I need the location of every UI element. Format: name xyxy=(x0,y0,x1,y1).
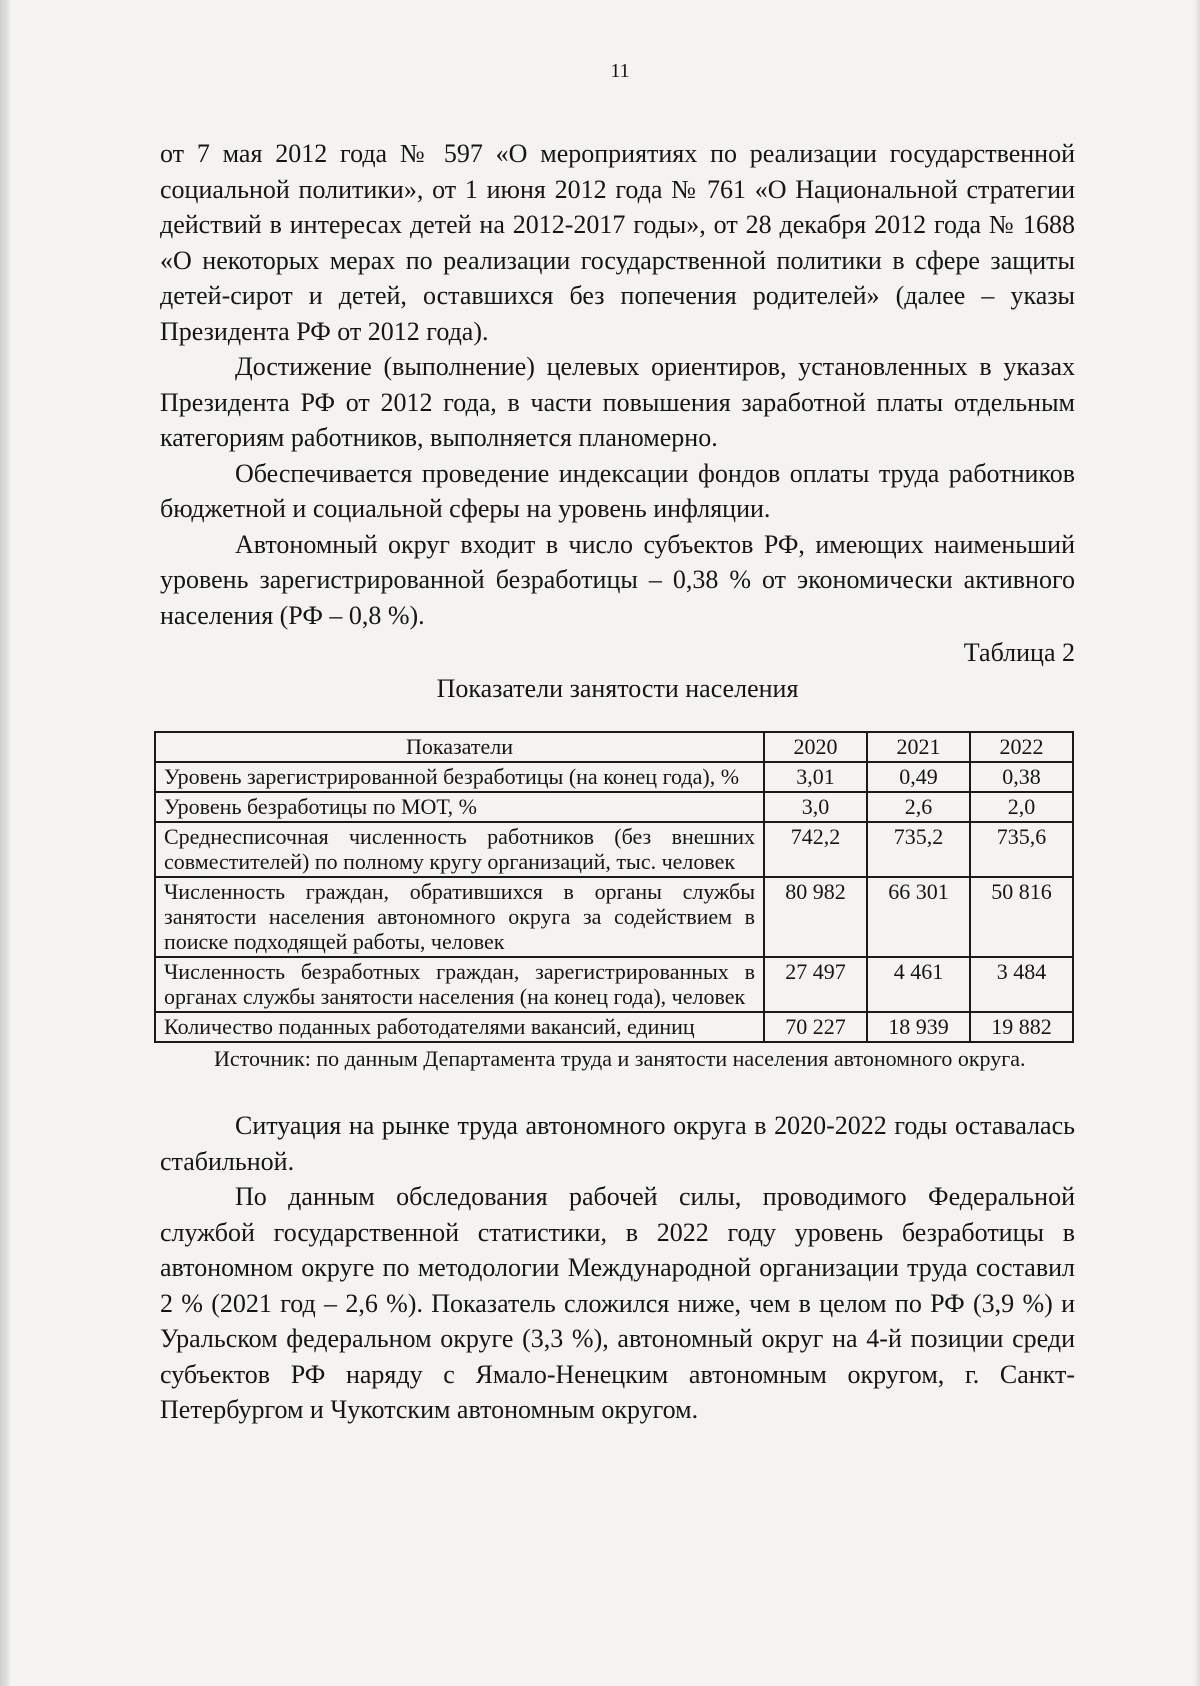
header-2020: 2020 xyxy=(764,732,867,762)
cell-2020: 742,2 xyxy=(764,822,867,877)
table-row xyxy=(155,957,1073,1012)
table-title: Показатели занятости населения xyxy=(436,674,799,703)
scan-left-edge xyxy=(0,0,10,1686)
row-label: Уровень зарегистрированной безработицы (на конец года), % xyxy=(155,762,764,792)
cell-2020: 80 982 xyxy=(764,877,867,957)
cell-2020: 27 497 xyxy=(764,957,867,1012)
header-2022: 2022 xyxy=(970,732,1073,762)
paragraph-survey: По данным обследования рабочей силы, проводимого Федеральной службой государственной статистики, в 2022 году уровень безработицы в автономном округе по методологии Международной организации труда составил 2 % (2021 год – 2,6 %). Показатель сложился ниже, чем в целом по РФ (3,9 %) и Уральском федеральном округе (3,3 %), автономный округ на 4-й позиции среди субъектов РФ наряду с Ямало-Ненецким автономным округом, г. Санкт-Петербургом и Чукотским автономным округом. xyxy=(160,1182,1075,1424)
document-body xyxy=(160,136,1075,1428)
employment-table xyxy=(154,731,1074,1043)
row-label: Численность граждан, обратившихся в органы службы занятости населения автономного округа за содействием в поиске подходящей работы, человек xyxy=(155,877,764,957)
cell-2021: 4 461 xyxy=(867,957,970,1012)
cell-2021: 66 301 xyxy=(867,877,970,957)
cell-2020: 3,0 xyxy=(764,792,867,822)
paragraph-decrees: от 7 мая 2012 года № 597 «О мероприятиях по реализации государственной социальной политики», от 1 июня 2012 года № 761 «О Национальной стратегии действий в интересах детей на 2012-2017 годы», от 28 декабря 2012 года № 1688 «О некоторых мерах по реализации государственной политики в сфере защиты детей-сирот и детей, оставшихся без попечения родителей» (далее – указы Президента РФ от 2012 года). xyxy=(160,139,1075,346)
paragraph-labour-market: Ситуация на рынке труда автономного округа в 2020-2022 годы оставалась стабильной. xyxy=(160,1111,1075,1176)
paragraph-targets: Достижение (выполнение) целевых ориентиров, установленных в указах Президента РФ от 2012 года, в части повышения заработной платы отдельным категориям работников, выполняется планомерно. xyxy=(160,352,1075,452)
table-caption: Таблица 2 xyxy=(963,638,1075,667)
cell-2020: 3,01 xyxy=(764,762,867,792)
cell-2022: 19 882 xyxy=(970,1012,1073,1042)
cell-2022: 735,6 xyxy=(970,822,1073,877)
table-row xyxy=(155,762,1073,792)
row-label: Количество поданных работодателями вакансий, единиц xyxy=(155,1012,764,1042)
paragraph-indexation: Обеспечивается проведение индексации фондов оплаты труда работников бюджетной и социальной сферы на уровень инфляции. xyxy=(160,458,1075,523)
cell-2021: 735,2 xyxy=(867,822,970,877)
section-spacer xyxy=(160,1072,1075,1108)
cell-2021: 0,49 xyxy=(867,762,970,792)
table-row xyxy=(155,877,1073,957)
cell-2022: 3 484 xyxy=(970,957,1073,1012)
cell-2021: 18 939 xyxy=(867,1012,970,1042)
header-indicators: Показатели xyxy=(155,732,764,762)
row-label: Среднесписочная численность работников (без внешних совместителей) по полному кругу организаций, тыс. человек xyxy=(155,822,764,877)
cell-2020: 70 227 xyxy=(764,1012,867,1042)
cell-2022: 0,38 xyxy=(970,762,1073,792)
table-row xyxy=(155,822,1073,877)
header-2021: 2021 xyxy=(867,732,970,762)
row-label: Численность безработных граждан, зарегистрированных в органах службы занятости населения (на конец года), человек xyxy=(155,957,764,1012)
scan-right-edge xyxy=(1194,0,1200,1686)
cell-2022: 50 816 xyxy=(970,877,1073,957)
cell-2022: 2,0 xyxy=(970,792,1073,822)
cell-2021: 2,6 xyxy=(867,792,970,822)
page-number: 11 xyxy=(610,60,630,82)
table-source-note: Источник: по данным Департамента труда и занятости населения автономного округа. xyxy=(214,1046,1026,1071)
paragraph-unemployment: Автономный округ входит в число субъектов РФ, имеющих наименьший уровень зарегистрированной безработицы – 0,38 % от экономически активного населения (РФ – 0,8 %). xyxy=(160,529,1075,630)
row-label: Уровень безработицы по МОТ, % xyxy=(155,792,764,822)
table-row xyxy=(155,1012,1073,1042)
table-header-row xyxy=(155,732,1073,762)
table-row xyxy=(155,792,1073,822)
